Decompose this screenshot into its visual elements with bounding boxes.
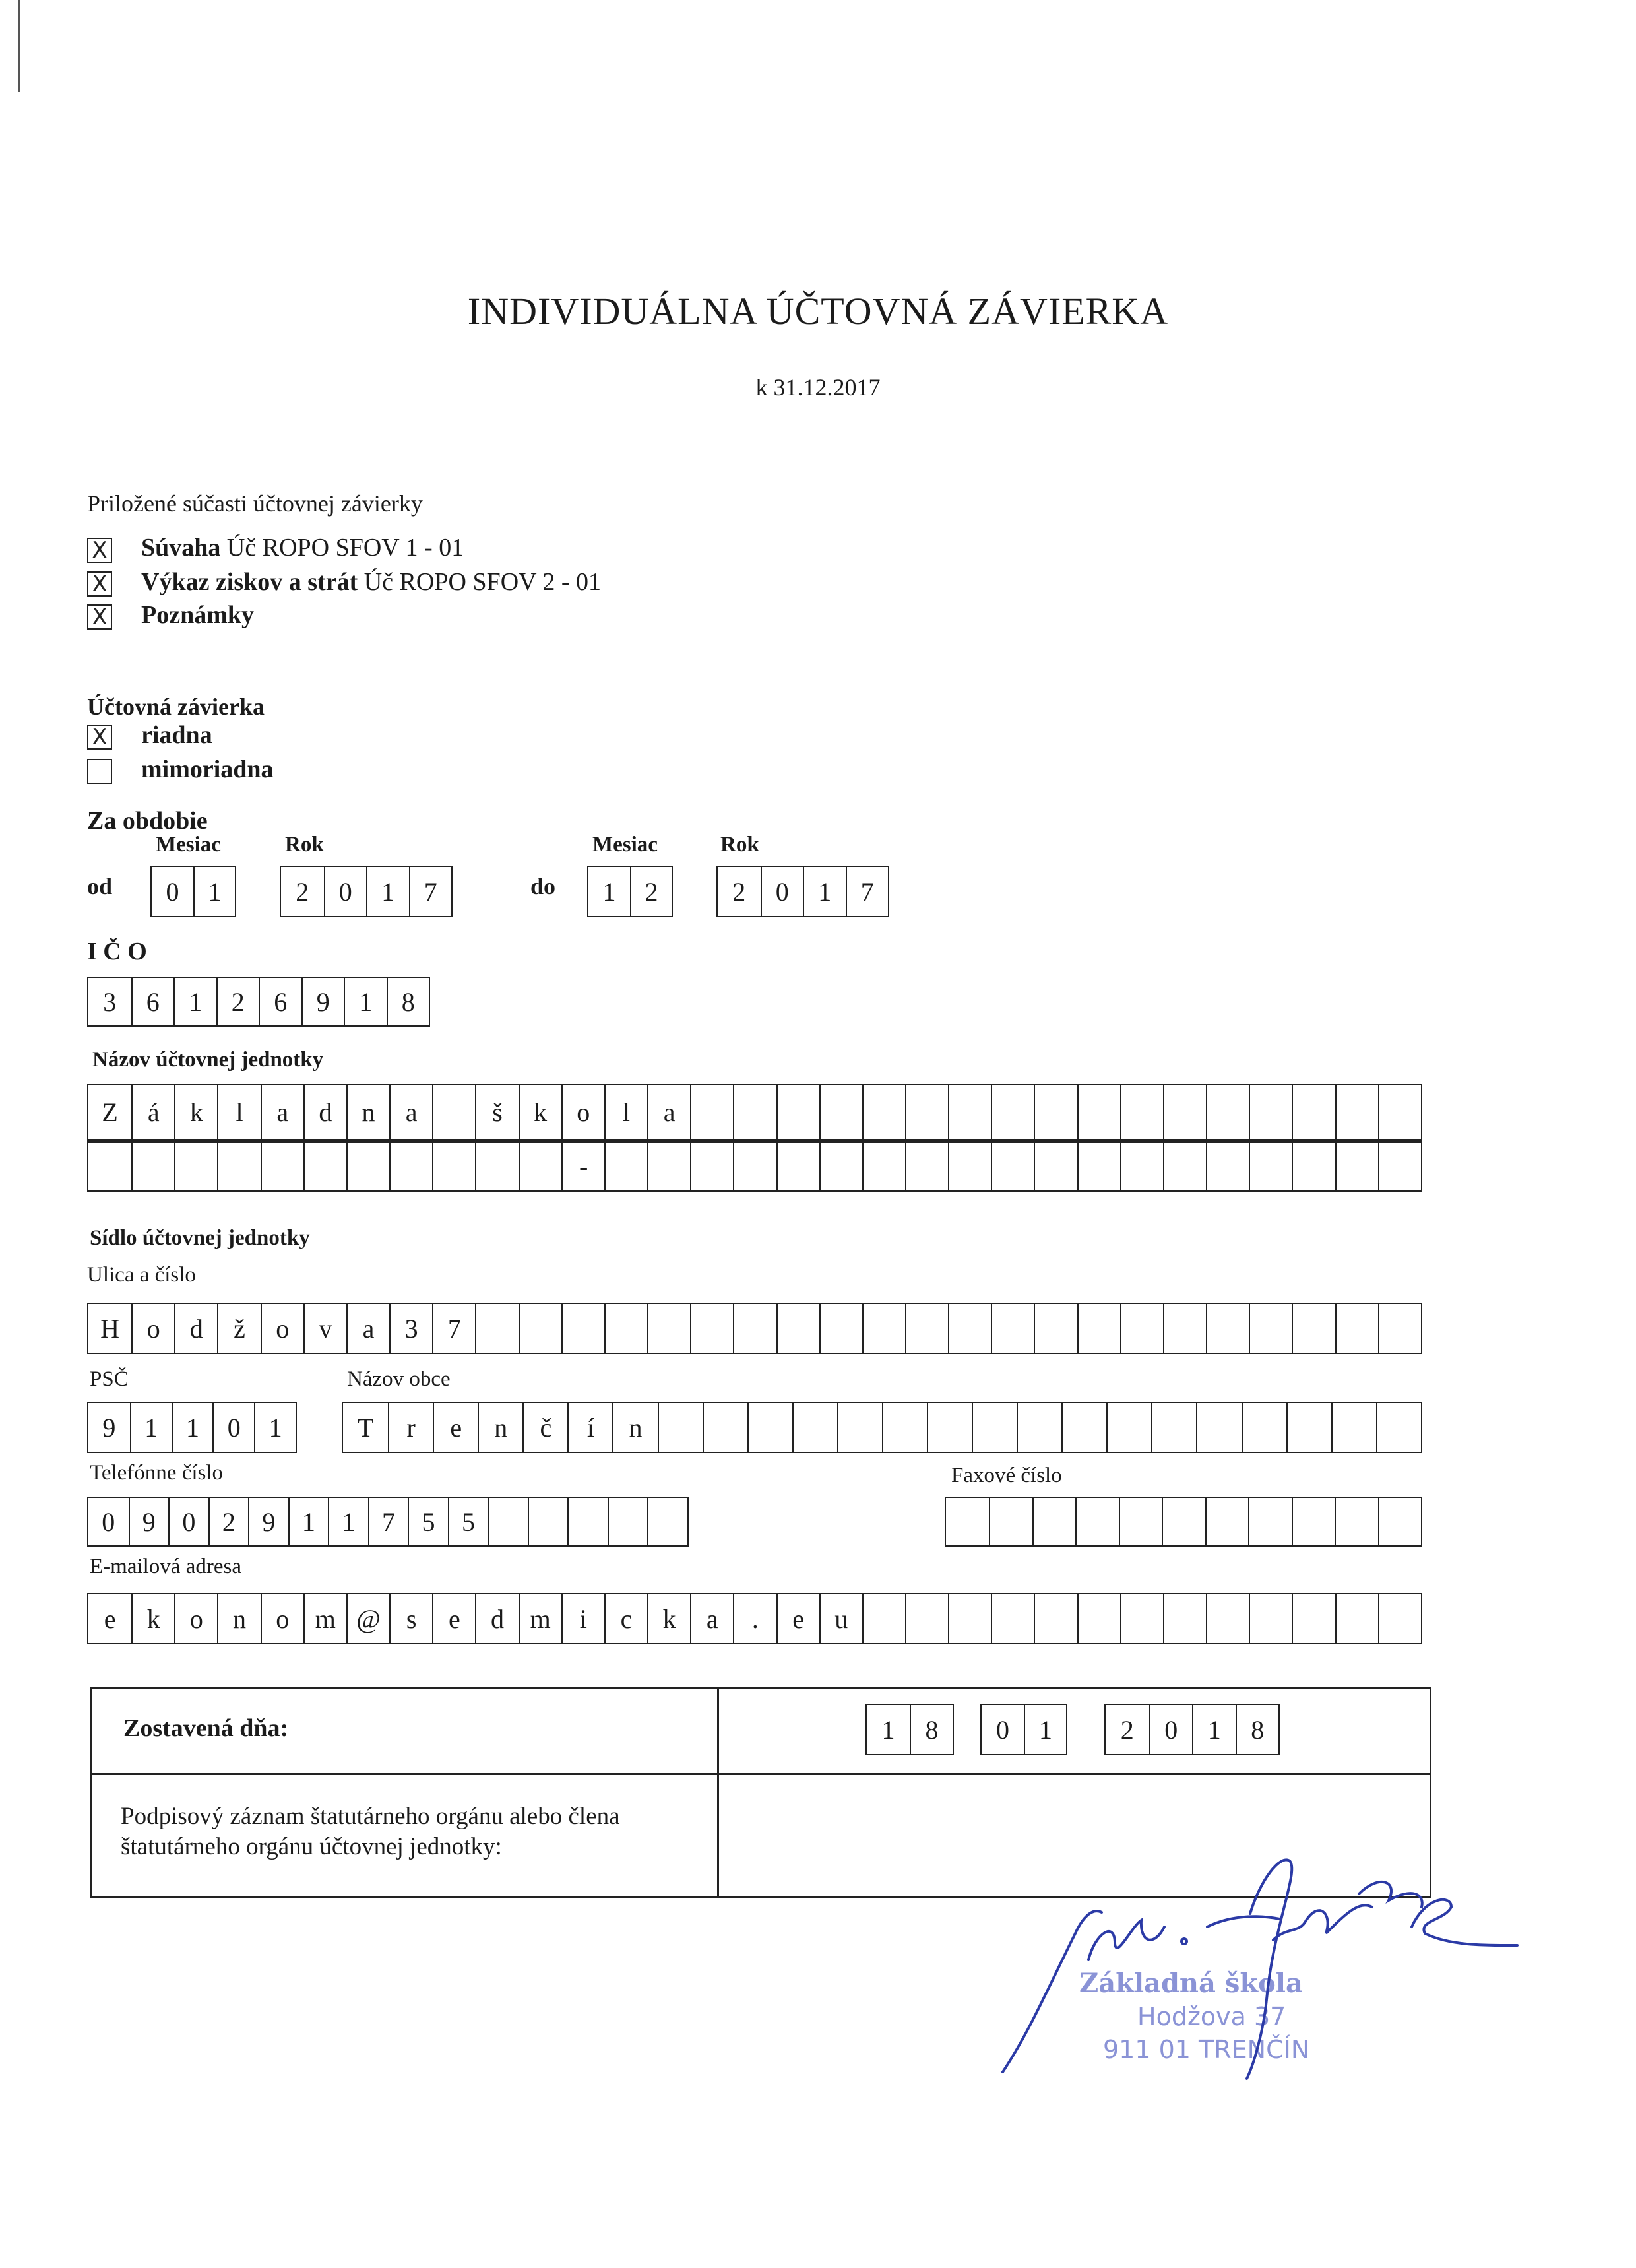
street-cell: o [261,1304,303,1353]
entity-name-cell [1077,1143,1120,1190]
city-cell: r [388,1403,433,1452]
compiled-label: Zostavená dňa: [123,1714,289,1742]
street-cell [733,1304,776,1353]
street-cell [991,1304,1034,1353]
phone-cell: 0 [102,1507,115,1537]
email-cell: k [131,1594,174,1643]
period-from-month-cell: 0 [166,876,179,907]
compiled-day-field[interactable] [865,1704,954,1755]
period-to-label: do [530,873,556,899]
ico-digit-cell: 9 [301,978,344,1025]
fax-cell [1248,1498,1291,1545]
email-cell [862,1594,905,1643]
ico-digit-cell: 6 [259,978,301,1025]
entity-name-cell [991,1143,1034,1190]
ico-digit-cell: 1 [173,978,216,1025]
entity-name-cell [1034,1143,1077,1190]
entity-name-cell [733,1085,776,1139]
email-cell: e [776,1594,819,1643]
entity-name-cell [690,1085,733,1139]
entity-name-cell [88,1143,131,1190]
email-cell [1249,1594,1292,1643]
email-cell: k [647,1594,690,1643]
email-cell [991,1594,1034,1643]
handwritten-signature [990,1834,1530,2085]
attachment-vykaz-suffix: Úč ROPO SFOV 2 - 01 [358,568,602,596]
fax-cell [1032,1498,1075,1545]
email-cell [905,1594,948,1643]
street-cell [561,1304,604,1353]
street-cell: ž [217,1304,260,1353]
entity-name-cell [776,1085,819,1139]
email-cell [1335,1594,1378,1643]
city-cell [1151,1403,1196,1452]
entity-name-cell: d [303,1085,346,1139]
period-to-year-label: Rok [720,833,759,857]
phone-cell: 9 [248,1498,288,1545]
city-cell [658,1403,703,1452]
entity-name-cell [475,1143,518,1190]
entity-name-cell [604,1143,647,1190]
period-from-month-label: Mesiac [156,833,221,857]
period-from-year-cell: 7 [409,867,452,916]
period-from-year-cell: 2 [296,876,309,907]
period-from-year-cell: 0 [324,867,367,916]
compiled-year-cell: 2 [1120,1714,1134,1745]
email-cell [1034,1594,1077,1643]
street-cell [647,1304,690,1353]
fax-cell [1292,1498,1335,1545]
entity-name-cell [389,1143,432,1190]
period-to-year-cell: 2 [732,876,746,907]
email-cell: c [604,1594,647,1643]
street-cell [905,1304,948,1353]
entity-name-cell [905,1085,948,1139]
psc-field[interactable] [87,1402,297,1453]
fax-cell [1335,1498,1377,1545]
city-cell [1331,1403,1376,1452]
period-to-year-field[interactable] [716,866,889,917]
street-label: Ulica a číslo [87,1263,196,1287]
psc-label: PSČ [90,1367,129,1391]
attachment-suvaha-label [141,533,464,562]
period-to-year-cell: 1 [803,867,846,916]
entity-name-cell [1292,1143,1335,1190]
document-date: k 31.12.2017 [755,374,881,401]
city-cell: T [357,1412,374,1442]
stamp-line-2: Hodžova 37 [1137,2002,1286,2031]
email-cell: i [561,1594,604,1643]
entity-name-cell [1378,1085,1421,1139]
entity-name-cell: a [647,1085,690,1139]
phone-cell: 5 [408,1498,448,1545]
fax-label: Faxové číslo [951,1464,1062,1487]
phone-cell [488,1498,528,1545]
phone-field[interactable] [87,1497,689,1547]
street-cell: o [131,1304,174,1353]
entity-name-row-2-mark: - [579,1151,588,1181]
street-cell: 7 [432,1304,475,1353]
checkbox-riadna[interactable]: X [87,725,112,750]
compiled-day-cell: 8 [910,1705,953,1754]
type-riadna-label: riadna [141,721,212,749]
compiled-year-cell: 0 [1149,1705,1193,1754]
entity-name-cell [1249,1085,1292,1139]
email-cell: u [819,1594,862,1643]
city-cell [927,1403,972,1452]
city-cell [1286,1403,1331,1452]
email-cell: @ [346,1594,389,1643]
email-cell: m [303,1594,346,1643]
period-from-month-cell: 1 [193,867,235,916]
entity-name-cell [1034,1085,1077,1139]
entity-name-cell: k [174,1085,217,1139]
period-to-month-field[interactable] [587,866,673,917]
compiled-year-cell: 1 [1192,1705,1236,1754]
street-cell [475,1304,518,1353]
street-cell [948,1304,991,1353]
period-to-year-cell: 7 [846,867,889,916]
street-cell: d [174,1304,217,1353]
street-cell [690,1304,733,1353]
street-cell [1077,1304,1120,1353]
attachment-poznamky-name: Poznámky [141,601,254,629]
entity-name-cell [1120,1143,1163,1190]
entity-name-cell [1335,1085,1378,1139]
entity-name-cell [991,1085,1034,1139]
street-cell [862,1304,905,1353]
fax-cell [1162,1498,1205,1545]
street-cell [604,1304,647,1353]
ico-digit-cell: 1 [344,978,387,1025]
fax-cell [946,1498,989,1545]
entity-name-cell [303,1143,346,1190]
email-field[interactable] [87,1593,1422,1644]
city-cell [1196,1403,1241,1452]
attachment-suvaha-suffix: Úč ROPO SFOV 1 - 01 [220,534,464,562]
phone-label: Telefónne číslo [90,1461,224,1485]
fax-cell [1119,1498,1162,1545]
entity-name-cell [647,1143,690,1190]
entity-name-cell [432,1143,475,1190]
city-cell: n [478,1403,522,1452]
email-cell [1077,1594,1120,1643]
city-cell [1376,1403,1421,1452]
attachment-suvaha-name: Súvaha [141,534,221,562]
city-cell [972,1403,1017,1452]
city-cell [703,1403,747,1452]
document-title: INDIVIDUÁLNA ÚČTOVNÁ ZÁVIERKA [467,290,1169,333]
city-cell [837,1403,882,1452]
email-cell: e [104,1604,116,1634]
ico-digit-cell: 3 [103,987,117,1017]
table-divider-horizontal [92,1773,1430,1775]
street-cell [1292,1304,1335,1353]
city-cell [747,1403,792,1452]
attachment-vykaz-label [141,567,601,597]
phone-cell: 2 [208,1498,249,1545]
phone-cell [608,1498,648,1545]
fax-cell [1378,1498,1421,1545]
entity-name-cell [261,1143,303,1190]
entity-name-cell [519,1143,561,1190]
entity-name-cell [432,1085,475,1139]
street-cell [1163,1304,1206,1353]
city-cell [792,1403,837,1452]
stamp-line-1: Základná škola [1079,1968,1303,1999]
entity-name-cell [131,1143,174,1190]
entity-name-cell: l [604,1085,647,1139]
period-to-month-cell: 1 [602,876,616,907]
checkbox-poznamky[interactable]: X [87,604,112,630]
street-cell: a [346,1304,389,1353]
email-cell: a [690,1594,733,1643]
entity-name-cell [948,1085,991,1139]
entity-name-cell [346,1143,389,1190]
psc-cell: 0 [212,1403,254,1452]
ico-digit-cell: 6 [131,978,174,1025]
signature-label-line-1: Podpisový záznam štatutárneho orgánu alebo člena [121,1803,620,1830]
street-cell [1206,1304,1249,1353]
compiled-month-cell: 1 [1024,1705,1066,1754]
city-cell [1106,1403,1151,1452]
street-cell [1335,1304,1378,1353]
entity-name-cell: á [131,1085,174,1139]
stamp-line-3: 911 01 TRENČÍN [1103,2035,1310,2064]
ico-digit-cell: 8 [387,978,429,1025]
compiled-month-cell: 0 [996,1714,1009,1745]
entity-name-cell [862,1143,905,1190]
ico-label: I Č O [87,938,147,965]
attachment-vykaz-name: Výkaz ziskov a strát [141,568,358,596]
entity-name-cell [1206,1085,1249,1139]
entity-name-cell [1292,1085,1335,1139]
email-cell [1120,1594,1163,1643]
period-heading: Za obdobie [87,807,208,835]
email-cell: d [475,1594,518,1643]
entity-name-cell: k [519,1085,561,1139]
street-cell: 3 [389,1304,432,1353]
phone-cell [567,1498,608,1545]
entity-name-cell [1077,1085,1120,1139]
entity-name-cell [1206,1143,1249,1190]
phone-cell: 0 [168,1498,208,1545]
entity-name-row-2[interactable] [87,1142,1422,1192]
email-cell: s [389,1594,432,1643]
signature-label-line-2: štatutárneho orgánu účtovnej jednotky: [121,1833,502,1860]
table-divider-vertical [717,1689,719,1896]
psc-cell: 1 [172,1403,213,1452]
entity-name-cell: š [475,1085,518,1139]
scan-edge-mark [18,0,20,92]
compiled-year-cell: 8 [1236,1705,1279,1754]
entity-name-cell: o [561,1085,604,1139]
period-from-year-cell: 1 [366,867,409,916]
city-cell: č [522,1403,567,1452]
email-cell [1292,1594,1335,1643]
email-cell: o [174,1594,217,1643]
street-cell: v [303,1304,346,1353]
fax-cell [1205,1498,1248,1545]
street-cell [819,1304,862,1353]
email-cell [1378,1594,1421,1643]
city-cell: e [433,1403,478,1452]
phone-cell: 5 [448,1498,488,1545]
entity-name-cell [776,1143,819,1190]
email-cell: . [733,1594,776,1643]
entity-name-cell: l [217,1085,260,1139]
entity-name-cell [1335,1143,1378,1190]
street-cell [776,1304,819,1353]
city-cell [1017,1403,1061,1452]
type-mimoriadna-label: mimoriadna [141,756,274,783]
email-cell: n [217,1594,260,1643]
city-cell: n [612,1403,657,1452]
ico-digit-cell: 2 [216,978,259,1025]
entity-name-cell [690,1143,733,1190]
fax-cell [989,1498,1032,1545]
period-from-year-field[interactable] [280,866,453,917]
entity-name-cell [1249,1143,1292,1190]
period-from-label: od [87,873,113,899]
phone-cell: 9 [129,1498,169,1545]
entity-name-cell: a [389,1085,432,1139]
street-field[interactable] [87,1303,1422,1354]
period-from-year-label: Rok [285,833,324,857]
email-cell: o [261,1594,303,1643]
email-cell [1206,1594,1249,1643]
entity-name-cell [819,1143,862,1190]
city-cell [1242,1403,1286,1452]
entity-name-cell [1120,1085,1163,1139]
ico-field[interactable] [87,977,430,1027]
period-to-month-label: Mesiac [592,833,658,857]
street-cell [1120,1304,1163,1353]
psc-cell: 9 [102,1412,116,1442]
entity-name-cell [1163,1085,1206,1139]
compiled-year-field[interactable] [1104,1704,1280,1755]
compiled-month-field[interactable] [980,1704,1067,1755]
city-field[interactable] [342,1402,1422,1453]
checkbox-vykaz[interactable]: X [87,571,112,597]
fax-cell [1075,1498,1118,1545]
entity-name-cell [948,1143,991,1190]
psc-cell: 1 [254,1403,296,1452]
period-to-year-cell: 0 [761,867,803,916]
checkbox-suvaha[interactable]: X [87,538,112,563]
email-cell [948,1594,991,1643]
entity-name-cell [819,1085,862,1139]
entity-name-cell [905,1143,948,1190]
city-cell [1061,1403,1106,1452]
email-cell [1163,1594,1206,1643]
street-cell [1249,1304,1292,1353]
psc-cell: 1 [130,1403,172,1452]
email-label: E-mailová adresa [90,1555,241,1578]
email-cell: m [519,1594,561,1643]
phone-cell [528,1498,568,1545]
street-cell [1034,1304,1077,1353]
street-cell: H [100,1313,120,1344]
entity-name-cell [733,1143,776,1190]
city-label: Názov obce [347,1367,451,1391]
compiled-day-cell: 1 [881,1714,895,1745]
phone-cell: 1 [328,1498,368,1545]
attachments-heading: Priložené súčasti účtovnej závierky [87,490,423,517]
fax-field[interactable] [945,1497,1422,1547]
email-cell: e [432,1594,475,1643]
entity-name-cell [1378,1143,1421,1190]
period-from-month-field[interactable] [150,866,236,917]
entity-name-cell: a [261,1085,303,1139]
checkbox-mimoriadna[interactable] [87,759,112,784]
street-cell [1378,1304,1421,1353]
entity-name-cell [1163,1143,1206,1190]
phone-cell: 7 [368,1498,408,1545]
entity-name-row-1[interactable] [87,1084,1422,1140]
entity-name-cell: Z [102,1097,118,1127]
type-heading: Účtovná závierka [87,694,265,720]
entity-name-cell [174,1143,217,1190]
phone-cell [647,1498,687,1545]
entity-name-cell [862,1085,905,1139]
entity-name-label: Názov účtovnej jednotky [92,1048,324,1072]
city-cell: í [567,1403,612,1452]
street-cell [519,1304,561,1353]
phone-cell: 1 [288,1498,329,1545]
address-heading: Sídlo účtovnej jednotky [90,1226,310,1250]
entity-name-cell: n [346,1085,389,1139]
period-to-month-cell: 2 [630,867,672,916]
entity-name-cell [217,1143,260,1190]
city-cell [882,1403,927,1452]
